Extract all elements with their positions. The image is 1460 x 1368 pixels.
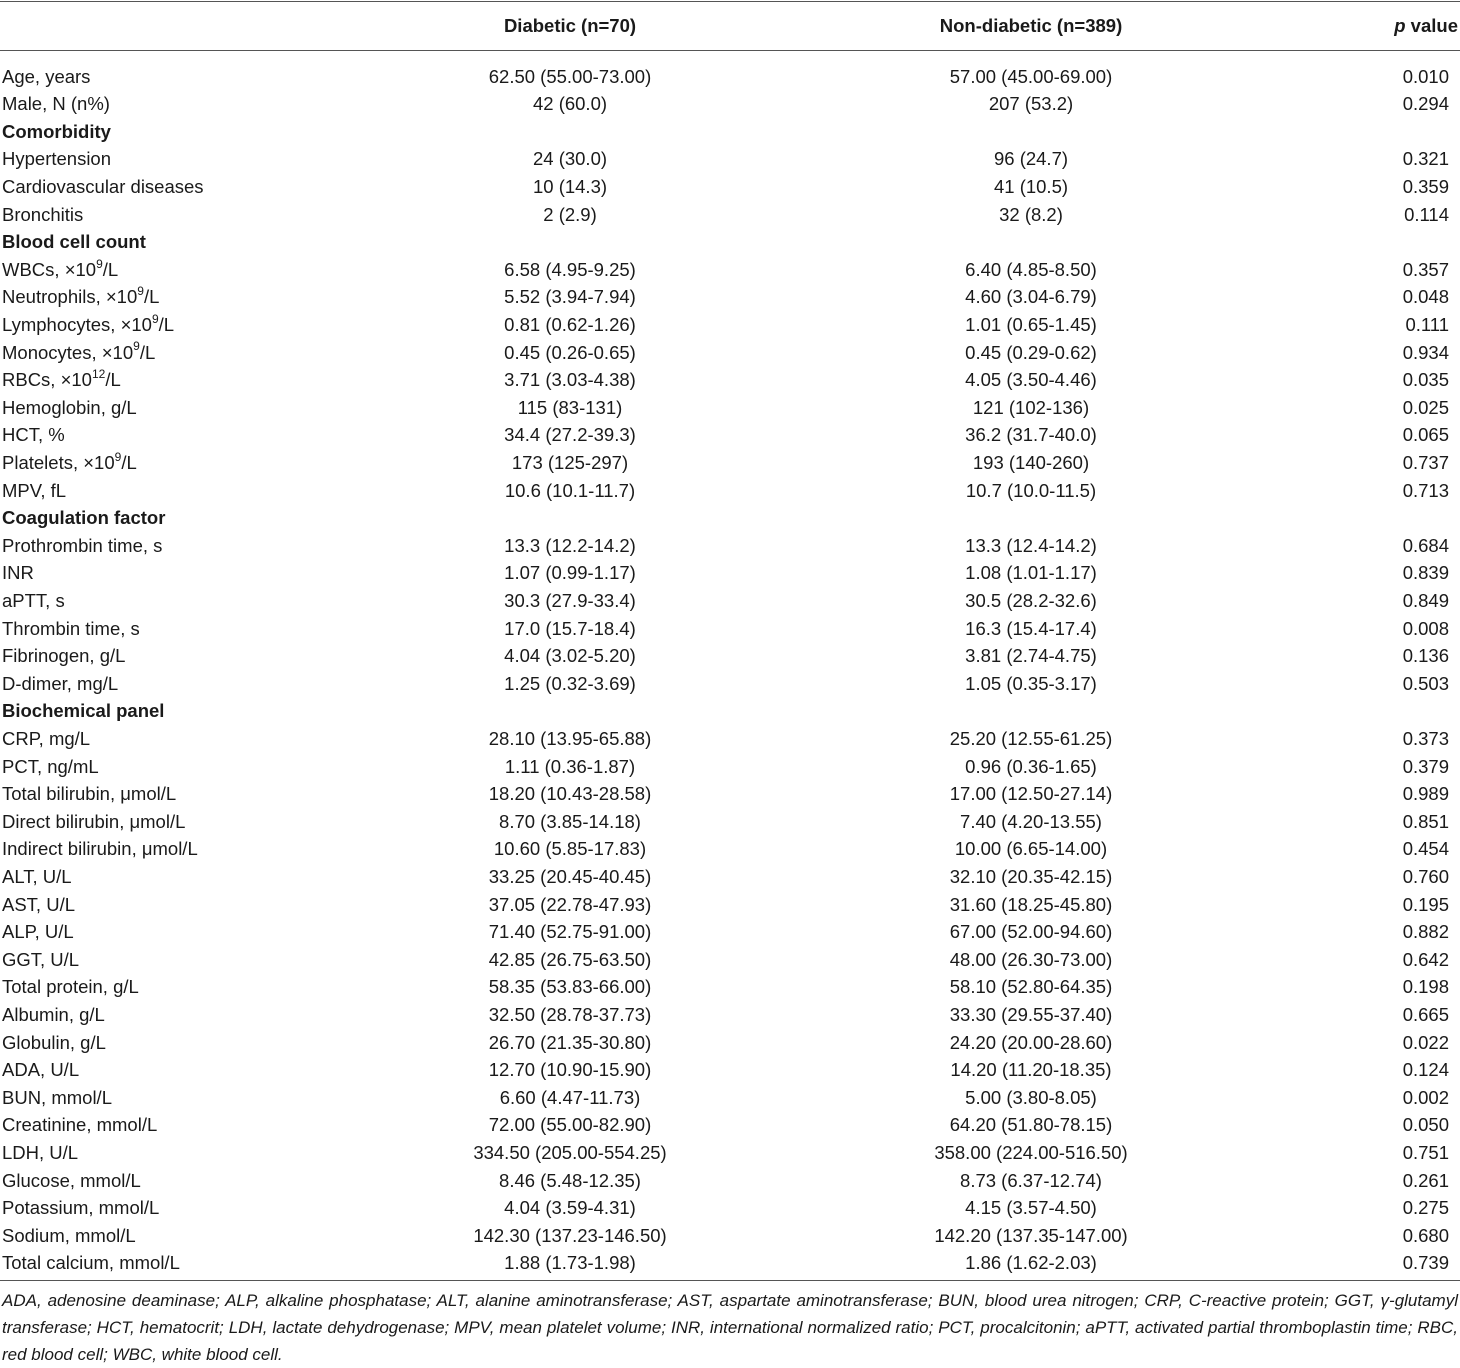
cell-p-value: 0.989 bbox=[1402, 783, 1449, 805]
table-row bbox=[0, 587, 1460, 615]
table-row bbox=[0, 90, 1460, 118]
cell-diabetic: 1.07 (0.99-1.17) bbox=[504, 562, 636, 584]
row-label bbox=[2, 835, 198, 863]
cell-nondiabetic: 17.00 (12.50-27.14) bbox=[949, 783, 1113, 805]
label-unit: /L bbox=[121, 451, 137, 473]
cell-diabetic: 1.25 (0.32-3.69) bbox=[504, 672, 636, 694]
label-text: WBCs, ×10 bbox=[2, 258, 97, 280]
cell-diabetic: 1.88 (1.73-1.98) bbox=[504, 1252, 636, 1274]
cell-nondiabetic: 3.81 (2.74-4.75) bbox=[965, 645, 1097, 667]
label-exponent: 9 bbox=[96, 256, 103, 271]
table-footnote: ADA, adenosine deaminase; ALP, alkaline phosphatase; ALT, alanine aminotransferase; AST, aspartate aminotransferase; BUN, blood urea nitrogen; CRP, C-reactive protein; GGT, γ-glutamyl transferase; HCT, hematocrit; LDH, lactate dehydrogenase; MPV, mean platelet volume; INR, international normalized ratio; PCT, procalcitonin; aPTT, activated partial thromboplastin time; RBC, red blood cell; WBC, white blood cell. bbox=[2, 1291, 1458, 1364]
row-label bbox=[2, 1249, 180, 1277]
header-p-value bbox=[1394, 12, 1458, 40]
cell-p-value: 0.454 bbox=[1402, 838, 1449, 860]
table-row bbox=[0, 918, 1460, 946]
label-text: Hypertension bbox=[2, 148, 112, 170]
row-label bbox=[2, 532, 162, 560]
cell-diabetic: 0.45 (0.26-0.65) bbox=[504, 341, 636, 363]
label-unit: /L bbox=[139, 341, 156, 363]
row-label bbox=[2, 366, 121, 394]
row-label bbox=[2, 615, 140, 643]
table-row bbox=[0, 615, 1460, 643]
cell-nondiabetic: 24.20 (20.00-28.60) bbox=[949, 1031, 1113, 1053]
label-text: PCT, ng/mL bbox=[2, 755, 99, 777]
cell-nondiabetic: 4.05 (3.50-4.46) bbox=[965, 369, 1097, 391]
table-row bbox=[0, 642, 1460, 670]
cell-diabetic: 58.35 (53.83-66.00) bbox=[488, 976, 652, 998]
label-unit: /L bbox=[143, 286, 160, 308]
table-row bbox=[0, 421, 1460, 449]
cell-diabetic: 10 (14.3) bbox=[532, 175, 608, 197]
label-text: Cardiovascular diseases bbox=[2, 175, 204, 197]
cell-nondiabetic: 10.00 (6.65-14.00) bbox=[954, 838, 1108, 860]
cell-diabetic: 28.10 (13.95-65.88) bbox=[488, 727, 652, 749]
cell-nondiabetic: 25.20 (12.55-61.25) bbox=[949, 727, 1113, 749]
cell-nondiabetic: 358.00 (224.00-516.50) bbox=[934, 1141, 1128, 1163]
row-label bbox=[2, 1056, 79, 1084]
cell-nondiabetic: 32 (8.2) bbox=[999, 203, 1063, 225]
label-text: Prothrombin time, s bbox=[2, 534, 163, 556]
label-text: Age, years bbox=[2, 65, 91, 87]
label-text: MPV, fL bbox=[2, 479, 67, 501]
row-label bbox=[2, 918, 74, 946]
cell-diabetic: 8.70 (3.85-14.18) bbox=[499, 810, 641, 832]
row-label bbox=[2, 201, 83, 229]
cell-nondiabetic: 6.40 (4.85-8.50) bbox=[965, 258, 1097, 280]
cell-diabetic: 0.81 (0.62-1.26) bbox=[504, 313, 636, 335]
bottom-rule bbox=[0, 1280, 1460, 1281]
row-label bbox=[2, 173, 204, 201]
table-row bbox=[0, 1167, 1460, 1195]
cell-diabetic: 71.40 (52.75-91.00) bbox=[488, 921, 652, 943]
cell-p-value: 0.035 bbox=[1402, 369, 1449, 391]
table-row bbox=[0, 1084, 1460, 1112]
row-label bbox=[2, 283, 159, 311]
section-row bbox=[0, 118, 1460, 146]
table-row bbox=[0, 1194, 1460, 1222]
cell-nondiabetic: 96 (24.7) bbox=[993, 148, 1069, 170]
cell-diabetic: 37.05 (22.78-47.93) bbox=[488, 893, 652, 915]
cell-p-value: 0.065 bbox=[1402, 424, 1449, 446]
cell-p-value: 0.503 bbox=[1402, 672, 1449, 694]
cell-p-value: 0.737 bbox=[1402, 451, 1449, 473]
cell-p-value: 0.048 bbox=[1402, 286, 1449, 308]
row-label bbox=[2, 449, 137, 477]
cell-p-value: 0.373 bbox=[1402, 727, 1449, 749]
label-text: Male, N (n%) bbox=[2, 93, 110, 115]
label-exponent: 9 bbox=[133, 339, 140, 354]
row-label bbox=[2, 1084, 112, 1112]
label-exponent: 9 bbox=[114, 449, 122, 464]
table-row bbox=[0, 1139, 1460, 1167]
header-p-rest: value bbox=[1405, 15, 1458, 36]
cell-p-value: 0.839 bbox=[1402, 562, 1449, 584]
header-diabetic: Diabetic (n=70) bbox=[503, 15, 637, 36]
row-label bbox=[2, 642, 125, 670]
table-row bbox=[0, 725, 1460, 753]
cell-diabetic: 4.04 (3.59-4.31) bbox=[504, 1197, 636, 1219]
cell-p-value: 0.713 bbox=[1402, 479, 1449, 501]
label-text: Sodium, mmol/L bbox=[2, 1224, 136, 1246]
cell-diabetic: 173 (125-297) bbox=[511, 451, 629, 473]
cell-p-value: 0.357 bbox=[1402, 258, 1449, 280]
cell-nondiabetic: 193 (140-260) bbox=[972, 451, 1090, 473]
cell-p-value: 0.008 bbox=[1402, 617, 1449, 639]
row-label bbox=[2, 559, 34, 587]
cell-diabetic: 4.04 (3.02-5.20) bbox=[504, 645, 636, 667]
label-text: Potassium, mmol/L bbox=[2, 1197, 160, 1219]
table-row bbox=[0, 1001, 1460, 1029]
row-label bbox=[2, 587, 65, 615]
cell-diabetic: 13.3 (12.2-14.2) bbox=[504, 534, 636, 556]
row-label bbox=[2, 311, 174, 339]
table-row bbox=[0, 753, 1460, 781]
cell-p-value: 0.321 bbox=[1402, 148, 1449, 170]
cell-diabetic: 10.6 (10.1-11.7) bbox=[504, 479, 636, 501]
cell-diabetic: 6.58 (4.95-9.25) bbox=[504, 258, 636, 280]
label-text: AST, U/L bbox=[2, 893, 75, 915]
row-label bbox=[2, 808, 185, 836]
cell-p-value: 0.111 bbox=[1405, 313, 1449, 335]
cell-nondiabetic: 8.73 (6.37-12.74) bbox=[960, 1169, 1102, 1191]
row-label bbox=[2, 145, 111, 173]
label-text: Total protein, g/L bbox=[2, 976, 139, 998]
row-label bbox=[2, 63, 90, 91]
label-exponent: 12 bbox=[91, 366, 106, 381]
cell-p-value: 0.739 bbox=[1402, 1252, 1449, 1274]
cell-diabetic: 33.25 (20.45-40.45) bbox=[488, 865, 652, 887]
table-row bbox=[0, 477, 1460, 505]
cell-nondiabetic: 4.60 (3.04-6.79) bbox=[965, 286, 1097, 308]
cell-diabetic: 334.50 (205.00-554.25) bbox=[473, 1141, 667, 1163]
table-row bbox=[0, 559, 1460, 587]
label-unit: /L bbox=[105, 369, 121, 391]
cell-nondiabetic: 207 (53.2) bbox=[988, 93, 1074, 115]
cell-diabetic: 12.70 (10.90-15.90) bbox=[488, 1059, 652, 1081]
table-row bbox=[0, 311, 1460, 339]
table-row bbox=[0, 835, 1460, 863]
cell-nondiabetic: 0.45 (0.29-0.62) bbox=[965, 341, 1097, 363]
label-text: Blood cell count bbox=[2, 231, 146, 253]
cell-p-value: 0.261 bbox=[1402, 1169, 1449, 1191]
cell-p-value: 0.849 bbox=[1402, 589, 1449, 611]
row-label bbox=[2, 1111, 157, 1139]
label-text: Direct bilirubin, μmol/L bbox=[2, 810, 186, 832]
cell-nondiabetic: 36.2 (31.7-40.0) bbox=[965, 424, 1097, 446]
table-row bbox=[0, 946, 1460, 974]
cell-diabetic: 42.85 (26.75-63.50) bbox=[488, 948, 652, 970]
row-label bbox=[2, 670, 118, 698]
label-unit: /L bbox=[158, 313, 175, 335]
label-text: ALT, U/L bbox=[2, 865, 72, 887]
cell-nondiabetic: 5.00 (3.80-8.05) bbox=[965, 1086, 1097, 1108]
table-row bbox=[0, 1056, 1460, 1084]
cell-diabetic: 6.60 (4.47-11.73) bbox=[499, 1086, 641, 1108]
cell-p-value: 0.680 bbox=[1402, 1224, 1449, 1246]
cell-nondiabetic: 1.08 (1.01-1.17) bbox=[965, 562, 1097, 584]
table-row bbox=[0, 891, 1460, 919]
label-text: LDH, U/L bbox=[2, 1141, 79, 1163]
table-row bbox=[0, 366, 1460, 394]
row-label bbox=[2, 753, 99, 781]
cell-nondiabetic: 7.40 (4.20-13.55) bbox=[960, 810, 1102, 832]
cell-p-value: 0.684 bbox=[1402, 534, 1449, 556]
cell-nondiabetic: 64.20 (51.80-78.15) bbox=[949, 1114, 1113, 1136]
label-text: ALP, U/L bbox=[2, 921, 74, 943]
row-label bbox=[2, 339, 155, 367]
label-text: Platelets, ×10 bbox=[2, 451, 115, 473]
label-text: Monocytes, ×10 bbox=[2, 341, 134, 363]
cell-nondiabetic: 33.30 (29.55-37.40) bbox=[949, 1003, 1113, 1025]
table-row bbox=[0, 173, 1460, 201]
table-row bbox=[0, 1249, 1460, 1277]
cell-p-value: 0.642 bbox=[1402, 948, 1449, 970]
header-p-italic: p bbox=[1394, 15, 1406, 36]
table-row bbox=[0, 394, 1460, 422]
cell-diabetic: 24 (30.0) bbox=[532, 148, 608, 170]
cell-p-value: 0.198 bbox=[1402, 976, 1449, 998]
label-text: Total calcium, mmol/L bbox=[2, 1252, 180, 1274]
header-nondiabetic: Non-diabetic (n=389) bbox=[939, 15, 1123, 36]
top-rule bbox=[0, 1, 1460, 2]
cell-nondiabetic: 67.00 (52.00-94.60) bbox=[949, 921, 1113, 943]
cell-p-value: 0.022 bbox=[1402, 1031, 1449, 1053]
cell-p-value: 0.275 bbox=[1402, 1197, 1449, 1219]
table-row bbox=[0, 145, 1460, 173]
cell-diabetic: 72.00 (55.00-82.90) bbox=[488, 1114, 652, 1136]
cell-diabetic: 1.11 (0.36-1.87) bbox=[504, 755, 636, 777]
cell-diabetic: 34.4 (27.2-39.3) bbox=[504, 424, 636, 446]
cell-p-value: 0.114 bbox=[1404, 203, 1449, 225]
label-text: RBCs, ×10 bbox=[2, 369, 92, 391]
label-text: Glucose, mmol/L bbox=[2, 1169, 141, 1191]
table-row bbox=[0, 1111, 1460, 1139]
cell-nondiabetic: 142.20 (137.35-147.00) bbox=[934, 1224, 1128, 1246]
cell-p-value: 0.025 bbox=[1402, 396, 1449, 418]
label-text: ADA, U/L bbox=[2, 1059, 80, 1081]
row-label bbox=[2, 1001, 105, 1029]
row-label bbox=[2, 477, 66, 505]
label-text: INR bbox=[2, 562, 34, 584]
row-label bbox=[2, 780, 176, 808]
row-label bbox=[2, 256, 118, 284]
cell-p-value: 0.760 bbox=[1402, 865, 1449, 887]
cell-nondiabetic: 1.05 (0.35-3.17) bbox=[965, 672, 1097, 694]
cell-nondiabetic: 1.86 (1.62-2.03) bbox=[965, 1252, 1097, 1274]
section-label bbox=[2, 697, 164, 725]
row-label bbox=[2, 1222, 136, 1250]
label-text: CRP, mg/L bbox=[2, 727, 91, 749]
row-label bbox=[2, 90, 110, 118]
section-label bbox=[2, 504, 165, 532]
label-unit: /L bbox=[102, 258, 119, 280]
cell-diabetic: 18.20 (10.43-28.58) bbox=[488, 783, 652, 805]
cell-diabetic: 10.60 (5.85-17.83) bbox=[493, 838, 647, 860]
row-label bbox=[2, 946, 79, 974]
cell-p-value: 0.751 bbox=[1402, 1141, 1449, 1163]
cell-diabetic: 30.3 (27.9-33.4) bbox=[504, 589, 636, 611]
row-label bbox=[2, 1029, 106, 1057]
header-rule bbox=[0, 50, 1460, 51]
section-label bbox=[2, 228, 146, 256]
cell-nondiabetic: 48.00 (26.30-73.00) bbox=[949, 948, 1113, 970]
cell-p-value: 0.136 bbox=[1402, 645, 1449, 667]
cell-p-value: 0.359 bbox=[1402, 175, 1449, 197]
label-text: aPTT, s bbox=[2, 589, 65, 611]
cell-nondiabetic: 121 (102-136) bbox=[972, 396, 1090, 418]
cell-nondiabetic: 13.3 (12.4-14.2) bbox=[965, 534, 1097, 556]
cell-nondiabetic: 1.01 (0.65-1.45) bbox=[965, 313, 1097, 335]
cell-diabetic: 142.30 (137.23-146.50) bbox=[473, 1224, 667, 1246]
cell-nondiabetic: 58.10 (52.80-64.35) bbox=[949, 976, 1113, 998]
table-row bbox=[0, 201, 1460, 229]
cell-p-value: 0.002 bbox=[1402, 1086, 1449, 1108]
section-row bbox=[0, 697, 1460, 725]
row-label bbox=[2, 1167, 141, 1195]
cell-p-value: 0.124 bbox=[1402, 1059, 1449, 1081]
table-row bbox=[0, 863, 1460, 891]
cell-diabetic: 3.71 (3.03-4.38) bbox=[504, 369, 636, 391]
label-text: HCT, % bbox=[2, 424, 65, 446]
cell-nondiabetic: 14.20 (11.20-18.35) bbox=[950, 1059, 1112, 1081]
row-label bbox=[2, 421, 65, 449]
cell-diabetic: 42 (60.0) bbox=[532, 93, 608, 115]
label-text: Hemoglobin, g/L bbox=[2, 396, 137, 418]
cell-p-value: 0.851 bbox=[1402, 810, 1449, 832]
cell-diabetic: 62.50 (55.00-73.00) bbox=[488, 65, 652, 87]
cell-diabetic: 2 (2.9) bbox=[543, 203, 597, 225]
table-row bbox=[0, 670, 1460, 698]
cell-p-value: 0.010 bbox=[1402, 65, 1449, 87]
row-label bbox=[2, 394, 137, 422]
label-text: Lymphocytes, ×10 bbox=[2, 313, 152, 335]
cell-diabetic: 26.70 (21.35-30.80) bbox=[488, 1031, 652, 1053]
section-row bbox=[0, 504, 1460, 532]
cell-nondiabetic: 30.5 (28.2-32.6) bbox=[965, 589, 1097, 611]
table-row bbox=[0, 973, 1460, 1001]
cell-diabetic: 115 (83-131) bbox=[517, 396, 623, 418]
table-row bbox=[0, 339, 1460, 367]
table-row bbox=[0, 63, 1460, 91]
label-text: D-dimer, mg/L bbox=[2, 672, 119, 694]
table-row bbox=[0, 449, 1460, 477]
cell-diabetic: 32.50 (28.78-37.73) bbox=[488, 1003, 652, 1025]
table-row bbox=[0, 532, 1460, 560]
row-label bbox=[2, 863, 72, 891]
label-text: Albumin, g/L bbox=[2, 1003, 105, 1025]
cell-p-value: 0.195 bbox=[1402, 893, 1449, 915]
cell-nondiabetic: 16.3 (15.4-17.4) bbox=[965, 617, 1097, 639]
cell-nondiabetic: 0.96 (0.36-1.65) bbox=[965, 755, 1097, 777]
header-row bbox=[0, 12, 1460, 40]
label-text: Neutrophils, ×10 bbox=[2, 286, 138, 308]
cell-p-value: 0.294 bbox=[1402, 93, 1449, 115]
label-exponent: 9 bbox=[151, 311, 159, 326]
row-label bbox=[2, 725, 90, 753]
section-row bbox=[0, 228, 1460, 256]
row-label bbox=[2, 891, 75, 919]
cell-p-value: 0.882 bbox=[1402, 921, 1449, 943]
label-text: Creatinine, mmol/L bbox=[2, 1114, 158, 1136]
table-row bbox=[0, 808, 1460, 836]
table-row bbox=[0, 780, 1460, 808]
cell-nondiabetic: 32.10 (20.35-42.15) bbox=[949, 865, 1113, 887]
cell-diabetic: 5.52 (3.94-7.94) bbox=[504, 286, 636, 308]
table-row bbox=[0, 256, 1460, 284]
label-text: Total bilirubin, μmol/L bbox=[2, 783, 177, 805]
section-label bbox=[2, 118, 111, 146]
label-exponent: 9 bbox=[137, 284, 144, 299]
cell-diabetic: 17.0 (15.7-18.4) bbox=[504, 617, 636, 639]
label-text: Thrombin time, s bbox=[2, 617, 140, 639]
cell-nondiabetic: 10.7 (10.0-11.5) bbox=[965, 479, 1097, 501]
row-label bbox=[2, 973, 139, 1001]
label-text: BUN, mmol/L bbox=[2, 1086, 112, 1108]
cell-diabetic: 8.46 (5.48-12.35) bbox=[499, 1169, 641, 1191]
cell-nondiabetic: 31.60 (18.25-45.80) bbox=[949, 893, 1113, 915]
row-label bbox=[2, 1139, 78, 1167]
label-text: Globulin, g/L bbox=[2, 1031, 106, 1053]
table-row bbox=[0, 1222, 1460, 1250]
label-text: Indirect bilirubin, μmol/L bbox=[2, 838, 198, 860]
cell-nondiabetic: 57.00 (45.00-69.00) bbox=[949, 65, 1113, 87]
table-row bbox=[0, 1029, 1460, 1057]
cell-nondiabetic: 41 (10.5) bbox=[993, 175, 1069, 197]
cell-p-value: 0.934 bbox=[1402, 341, 1449, 363]
cell-p-value: 0.665 bbox=[1402, 1003, 1449, 1025]
table-row bbox=[0, 283, 1460, 311]
cell-p-value: 0.050 bbox=[1402, 1114, 1449, 1136]
label-text: Comorbidity bbox=[2, 120, 111, 142]
label-text: GGT, U/L bbox=[2, 948, 80, 970]
label-text: Coagulation factor bbox=[2, 507, 166, 529]
cell-p-value: 0.379 bbox=[1402, 755, 1449, 777]
cell-nondiabetic: 4.15 (3.57-4.50) bbox=[965, 1197, 1097, 1219]
row-label bbox=[2, 1194, 159, 1222]
label-text: Biochemical panel bbox=[2, 700, 165, 722]
label-text: Bronchitis bbox=[2, 203, 84, 225]
label-text: Fibrinogen, g/L bbox=[2, 645, 126, 667]
